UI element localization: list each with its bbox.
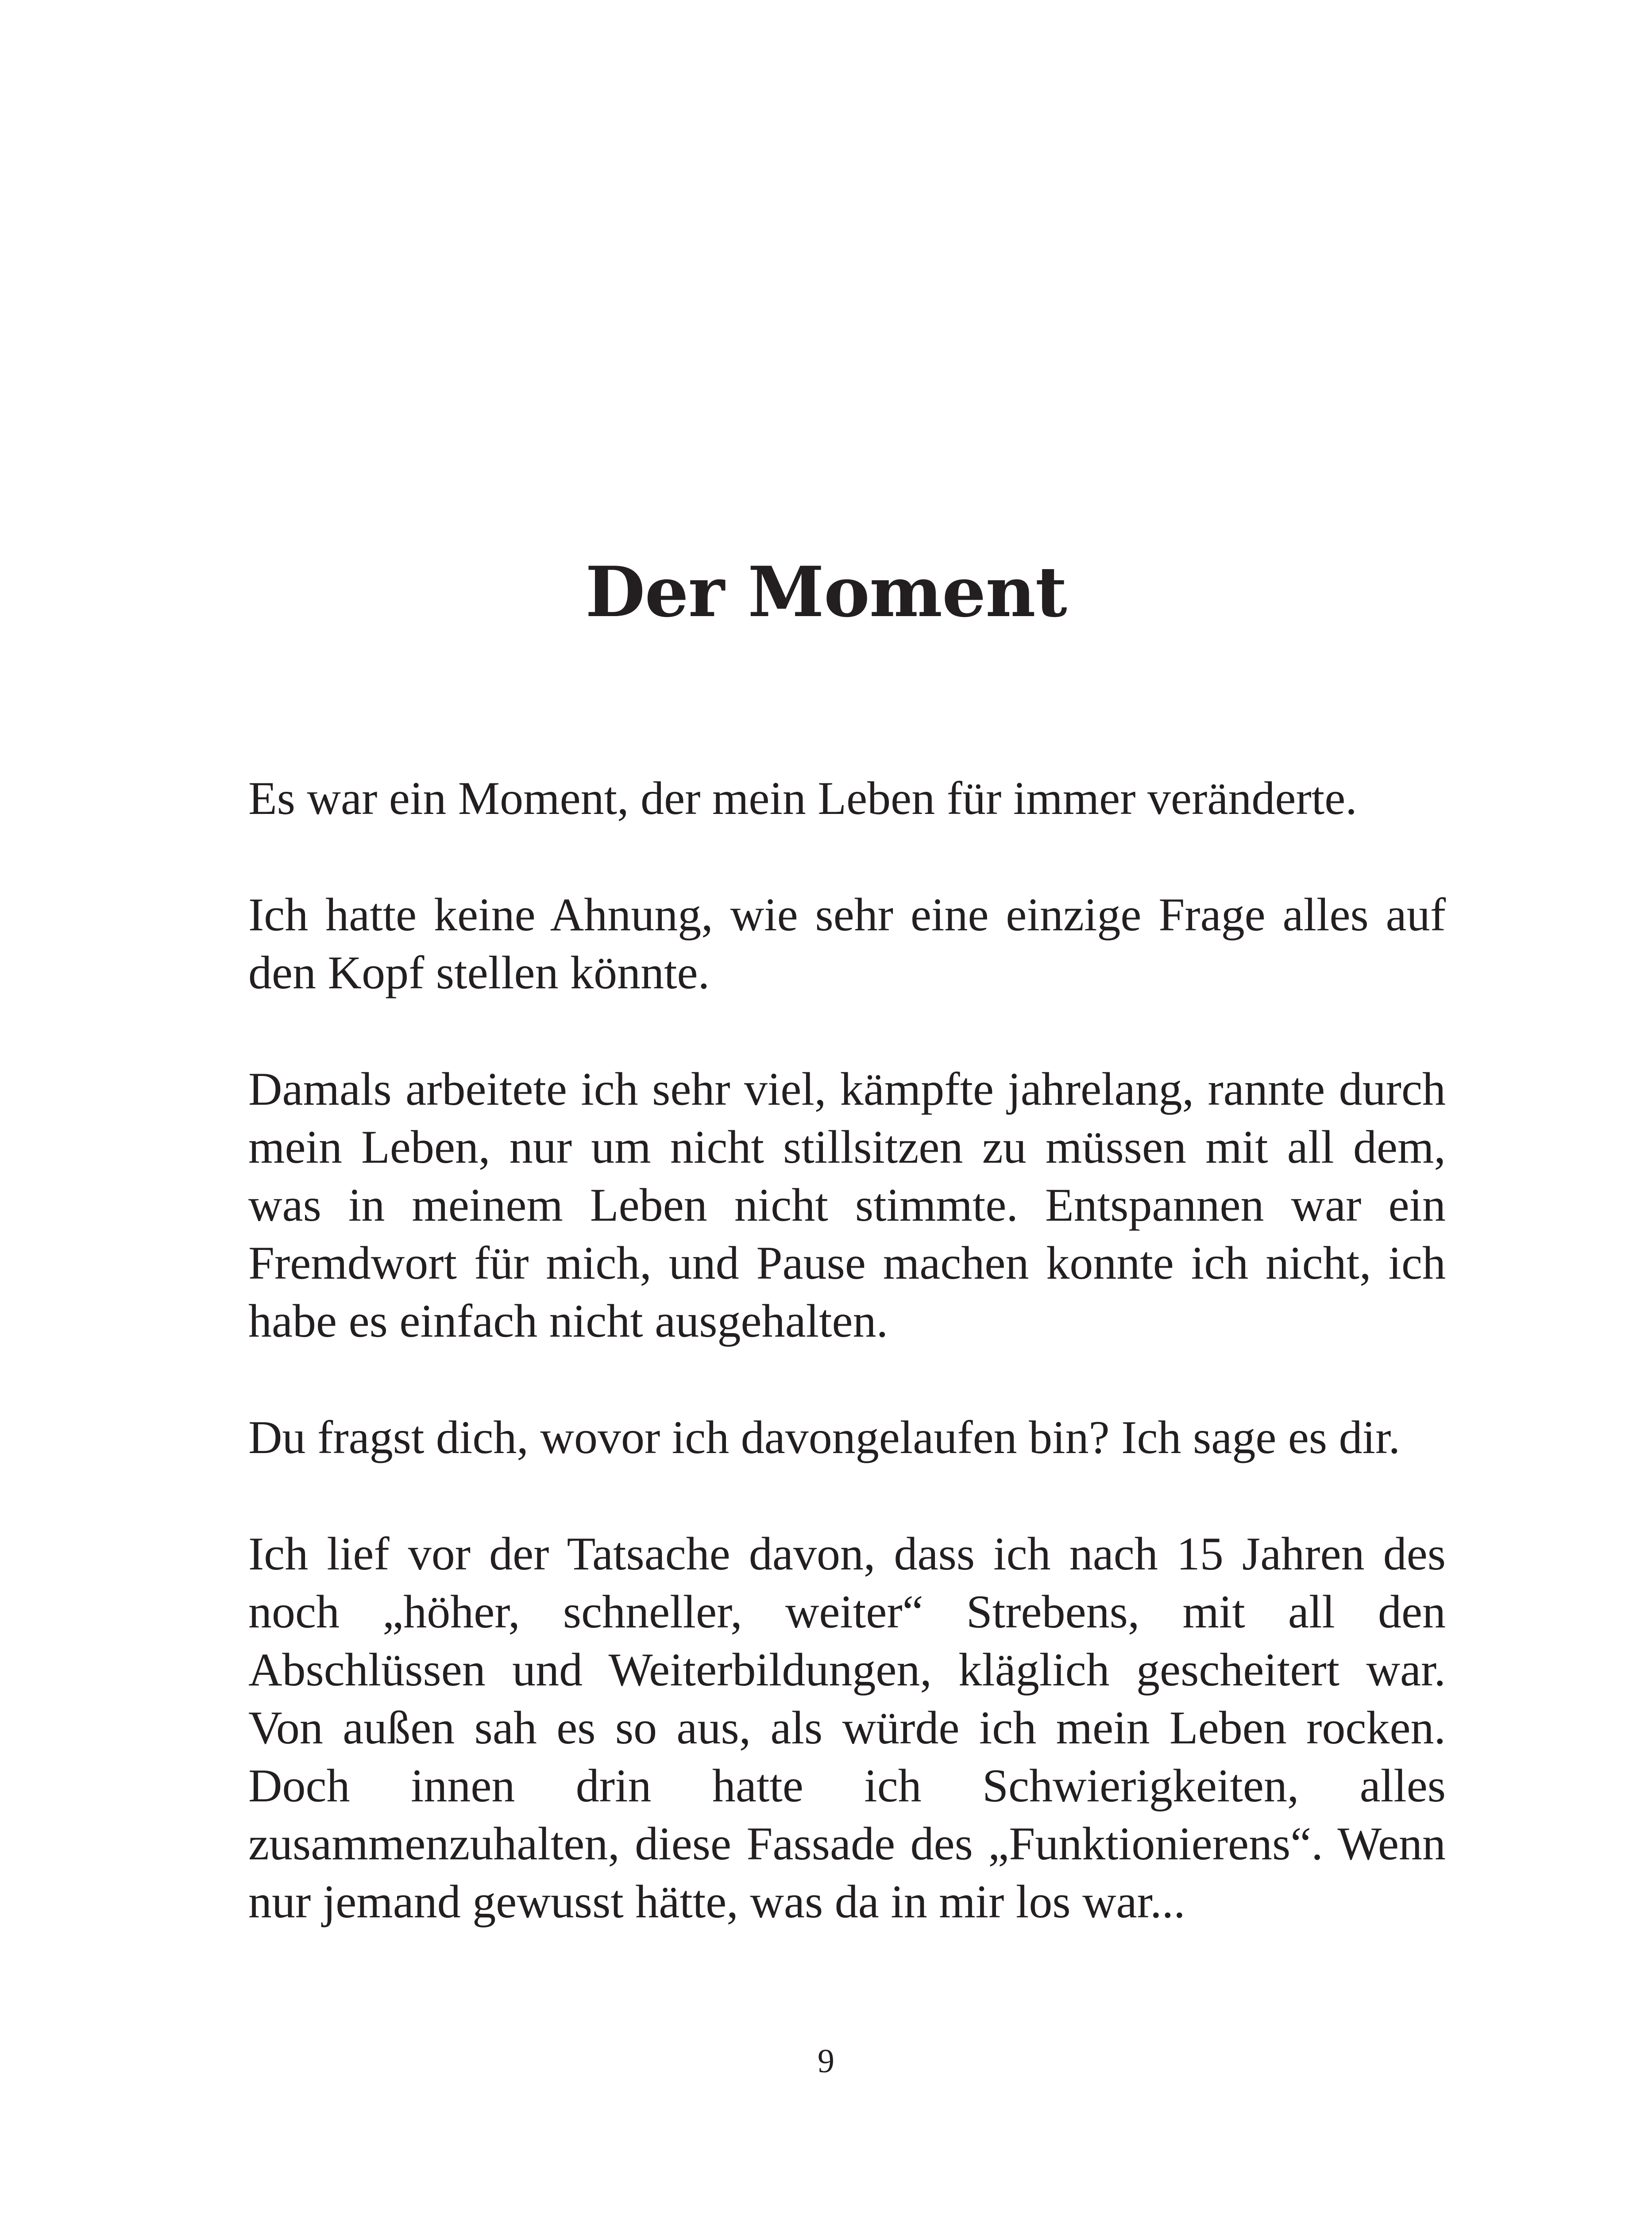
page-number: 9	[818, 2043, 834, 2080]
paragraph: Ich hatte keine Ahnung, wie sehr eine einzige Frage alles auf den Kopf stellen könnte.	[248, 889, 1446, 999]
paragraph: Du fragst dich, wovor ich davongelaufen bin? Ich sage es dir.	[248, 1411, 1401, 1463]
paragraph: Es war ein Moment, der mein Leben für immer veränderte.	[248, 772, 1357, 824]
paragraph: Ich lief vor der Tatsache davon, dass ich nach 15 Jahren des noch „höher, schneller, weiter“ Strebens, mit all den Abschlüssen und Weiterbildungen, kläglich gescheitert war. Von außen sah es so aus, als würde ich mein Leben rocken. Doch innen drin hatte ich Schwierigkeiten, alles zusammenzuhalten, diese Fassade des „Funktionierens“. Wenn nur jemand gewusst hätte, was da in mir los war...	[248, 1528, 1446, 1928]
chapter-title: Der Moment	[585, 551, 1067, 632]
paragraph: Damals arbeitete ich sehr viel, kämpfte jahrelang, rannte durch mein Leben, nur um nicht stillsitzen zu müssen mit all dem, was in meinem Leben nicht stimmte. Entspannen war ein Fremdwort für mich, und Pause machen konnte ich nicht, ich habe es einfach nicht ausgehalten.	[248, 1063, 1446, 1347]
chapter-body	[248, 769, 1446, 1931]
